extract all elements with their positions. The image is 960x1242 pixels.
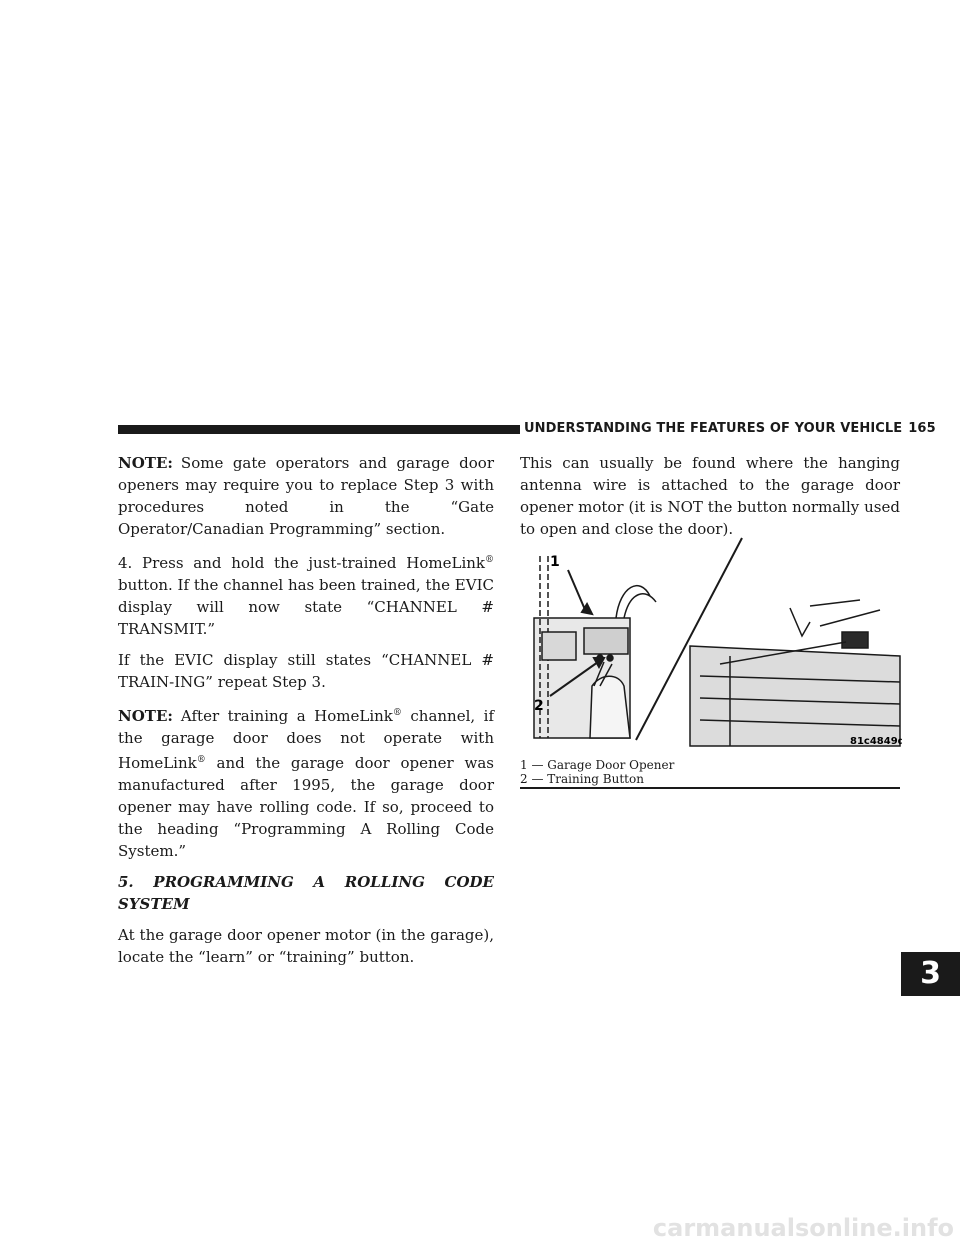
note-paragraph [118,452,494,540]
header-rule [118,425,520,434]
locate-paragraph: At the garage door opener motor (in the garage), locate the “learn” or “training” button. [118,926,494,966]
section-heading: 5. PROGRAMMING A ROLLING CODE SYSTEM [118,873,494,913]
registered-mark: ® [196,755,206,765]
antenna-paragraph: This can usually be found where the hanging antenna wire is attached to the garage door opener motor (it is NOT the button normally used to open and close the door). [520,454,900,538]
callout-2: 2 [534,698,544,714]
step-4-text-cont: button. If the channel has been trained, the EVIC display will now state “CHANNEL # TRANSMIT.” [118,576,494,638]
caption-item-2: 2 — Training Button [520,772,644,786]
step-4-paragraph [118,549,494,640]
page-number: 165 [908,421,936,436]
section-title: UNDERSTANDING THE FEATURES OF YOUR VEHICLE [524,421,903,436]
left-column [118,452,494,977]
caption-item-1: 1 — Garage Door Opener [520,758,675,772]
figure-caption [520,758,900,786]
note-2-text-cont: channel, if the garage door does not operate with HomeLink [118,707,494,772]
note-2-text-end: and the garage door opener was manufactured after 1995, the garage door opener may have rolling code. If so, proceed to the heading “Programming A Rolling Code System.” [118,754,494,860]
note-label: NOTE: [118,707,173,725]
garage-overview [690,600,900,746]
note-label: NOTE: [118,454,173,472]
evic-paragraph: If the EVIC display still states “CHANNEL # TRAIN-ING” repeat Step 3. [118,651,494,691]
step-4-text: 4. Press and hold the just-trained HomeLink [118,554,485,572]
opener-closeup [534,556,656,738]
right-column [520,452,900,549]
registered-mark: ® [485,555,494,565]
garage-opener-illustration [520,536,902,756]
figure-code: 81c4849d [850,736,902,747]
running-header [524,421,936,436]
note-paragraph-2 [118,702,494,862]
note-2-text: After training a HomeLink [180,707,393,725]
registered-mark: ® [392,708,402,718]
caption-rule [520,787,900,789]
chapter-tab: 3 [901,952,960,996]
callout-1: 1 [550,554,560,570]
watermark: carmanualsonline.info [652,1214,954,1242]
note-text: Some gate operators and garage door openers may require you to replace Step 3 with procedures noted in the “Gate Operator/Canadian Programming” section. [118,454,494,538]
